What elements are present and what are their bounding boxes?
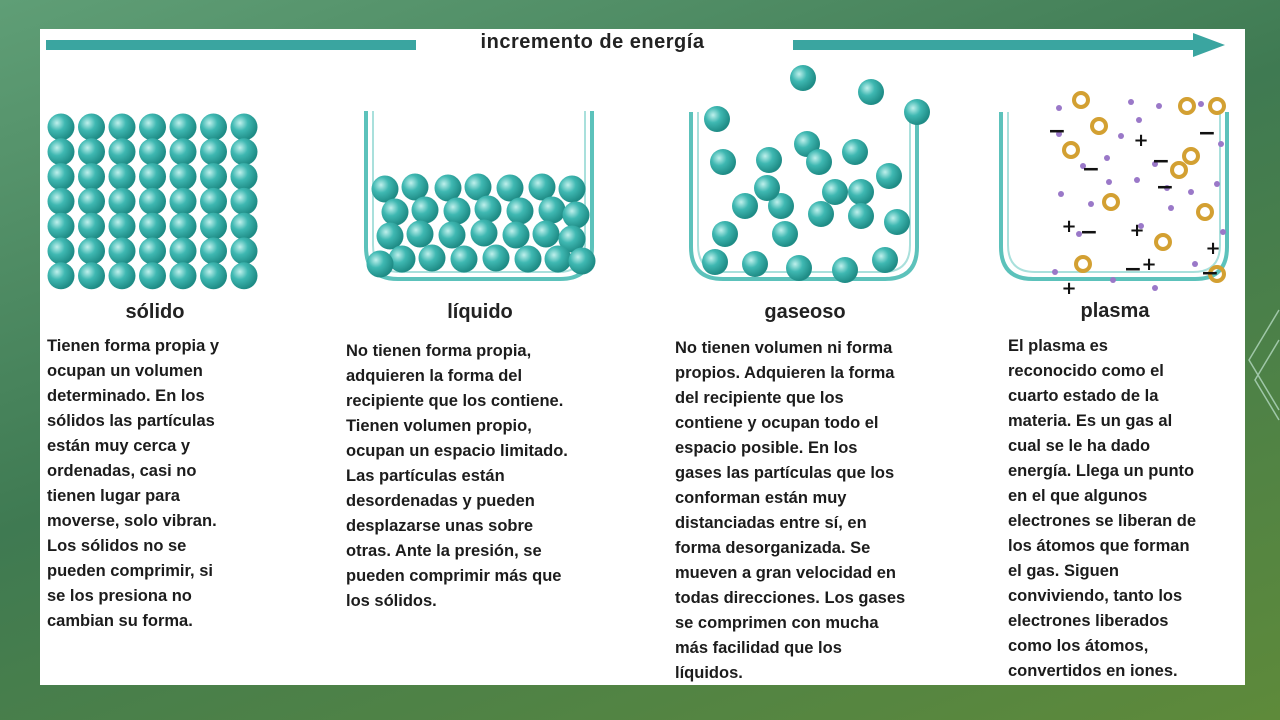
particle <box>139 138 166 165</box>
particle <box>48 188 75 215</box>
particle <box>170 114 197 141</box>
liquid-line: pueden comprimir más que <box>346 567 562 585</box>
particle <box>200 114 227 141</box>
particle <box>372 176 399 203</box>
particle <box>78 138 105 165</box>
particle <box>78 114 105 141</box>
particle <box>109 213 136 240</box>
liquid-line: Las partículas están <box>346 467 505 485</box>
electron <box>1106 179 1112 185</box>
particle <box>200 188 227 215</box>
particle <box>170 188 197 215</box>
particle <box>48 138 75 165</box>
plasma-line: energía. Llega un punto <box>1008 462 1195 480</box>
particle <box>848 203 874 229</box>
particle <box>200 213 227 240</box>
particle <box>569 248 596 275</box>
solid-line: determinado. En los <box>47 387 205 405</box>
solid-line: cambian su forma. <box>47 612 193 630</box>
liquid-title: líquido <box>447 301 513 323</box>
liquid-description <box>346 339 568 614</box>
particle <box>515 246 542 273</box>
plasma-line: materia. Es un gas al <box>1008 412 1173 430</box>
minus-sign: − <box>1197 121 1217 146</box>
solid-description <box>47 334 219 634</box>
gas-line: del recipiente que los <box>675 389 844 407</box>
particle <box>78 163 105 190</box>
energy-arrow-title: incremento de energía <box>480 31 705 53</box>
particle <box>139 188 166 215</box>
plasma-line: como los átomos, <box>1008 637 1149 655</box>
liquid-line: No tienen forma propia, <box>346 342 532 360</box>
particle <box>704 106 730 132</box>
gas-line: gases las partículas que los <box>675 464 895 482</box>
diagram-card <box>40 29 1245 685</box>
electron <box>1052 269 1058 275</box>
ion <box>1092 119 1106 133</box>
electron <box>1136 117 1142 123</box>
particle <box>533 221 560 248</box>
gas-line: conforman están muy <box>675 489 847 507</box>
particle <box>475 196 502 223</box>
plasma-line: reconocido como el <box>1008 362 1164 380</box>
plasma-description <box>1008 334 1196 684</box>
solid-line: están muy cerca y <box>47 437 191 455</box>
particle <box>170 138 197 165</box>
particle <box>109 114 136 141</box>
liquid-line: otras. Ante la presión, se <box>346 542 542 560</box>
electron <box>1104 155 1110 161</box>
gas-line: líquidos. <box>675 664 743 682</box>
ion <box>1198 205 1212 219</box>
particle <box>563 202 590 229</box>
solid-line: sólidos las partículas <box>47 412 215 430</box>
particle <box>139 238 166 265</box>
particle <box>439 222 466 249</box>
particle <box>732 193 758 219</box>
particle <box>170 262 197 289</box>
particle <box>712 221 738 247</box>
particle <box>48 262 75 289</box>
solid-line: pueden comprimir, si <box>47 562 213 580</box>
plasma-line: cuarto estado de la <box>1008 387 1159 405</box>
particle <box>382 199 409 226</box>
particle <box>471 220 498 247</box>
plasma-line: conviviendo, tanto los <box>1008 587 1183 605</box>
particle <box>139 163 166 190</box>
particle <box>231 188 258 215</box>
plus-sign: + <box>1061 278 1077 299</box>
particle <box>808 201 834 227</box>
particle <box>231 138 258 165</box>
plasma-line: electrones se liberan de <box>1008 512 1197 530</box>
particle <box>872 247 898 273</box>
particle <box>419 245 446 272</box>
solid-line: moverse, solo vibran. <box>47 512 217 530</box>
particle <box>231 114 258 141</box>
particle <box>231 238 258 265</box>
particle <box>200 138 227 165</box>
liquid-line: Tienen volumen propio, <box>346 417 532 435</box>
particle <box>483 245 510 272</box>
energy-arrow-left <box>46 40 416 50</box>
particle <box>109 238 136 265</box>
gas-line: propios. Adquieren la forma <box>675 364 895 382</box>
particle <box>529 174 556 201</box>
solid-line: ordenadas, casi no <box>47 462 197 480</box>
gas-line: todas direcciones. Los gases <box>675 589 906 607</box>
minus-sign: − <box>1047 119 1067 144</box>
particle <box>109 188 136 215</box>
particle <box>832 257 858 283</box>
plus-sign: + <box>1129 220 1145 241</box>
ion <box>1210 99 1224 113</box>
electron <box>1214 181 1220 187</box>
electron <box>1218 141 1224 147</box>
particle <box>109 262 136 289</box>
gas-line: mueven a gran velocidad en <box>675 564 896 582</box>
electron <box>1188 189 1194 195</box>
minus-sign: − <box>1151 149 1171 174</box>
particle <box>109 138 136 165</box>
electron <box>1110 277 1116 283</box>
particle <box>367 251 394 278</box>
particle <box>710 149 736 175</box>
electron <box>1056 105 1062 111</box>
particle <box>786 255 812 281</box>
particle <box>790 65 816 91</box>
particle <box>170 163 197 190</box>
particle <box>377 223 404 250</box>
particle <box>48 163 75 190</box>
particle <box>876 163 902 189</box>
electron <box>1088 201 1094 207</box>
particle <box>539 197 566 224</box>
particle <box>231 213 258 240</box>
liquid-line: desplazarse unas sobre <box>346 517 534 535</box>
gas-line: distanciadas entre sí, en <box>675 514 867 532</box>
ion <box>1180 99 1194 113</box>
gas-line: se comprimen con mucha <box>675 614 879 632</box>
gas-line: más facilidad que los <box>675 639 842 657</box>
particle <box>858 79 884 105</box>
particle <box>503 222 530 249</box>
particle <box>884 209 910 235</box>
particle <box>109 163 136 190</box>
solid-particles <box>45 113 265 289</box>
particle <box>451 246 478 273</box>
gas-container <box>685 64 925 289</box>
energy-arrow-head <box>1193 33 1225 57</box>
ion <box>1184 149 1198 163</box>
particle <box>444 198 471 225</box>
particle <box>78 213 105 240</box>
particle <box>497 175 524 202</box>
particle <box>756 147 782 173</box>
plasma-line: el gas. Siguen <box>1008 562 1119 580</box>
particle <box>200 262 227 289</box>
solid-line: se los presiona no <box>47 587 192 605</box>
energy-arrow-right <box>793 40 1195 50</box>
particle <box>231 163 258 190</box>
plasma-title: plasma <box>1080 300 1150 322</box>
electron <box>1220 229 1226 235</box>
plasma-line: El plasma es <box>1008 337 1108 355</box>
particle <box>842 139 868 165</box>
electron <box>1156 103 1162 109</box>
particle <box>402 174 429 201</box>
plasma-line: convertidos en iones. <box>1008 662 1178 680</box>
electron <box>1192 261 1198 267</box>
particle <box>545 246 572 273</box>
electron <box>1128 99 1134 105</box>
ion <box>1064 143 1078 157</box>
solid-title: sólido <box>125 301 185 323</box>
liquid-line: recipiente que los contiene. <box>346 392 564 410</box>
particle <box>139 114 166 141</box>
minus-sign: − <box>1155 175 1175 200</box>
electron <box>1058 191 1064 197</box>
particle <box>435 175 462 202</box>
plasma-line: los átomos que forman <box>1008 537 1190 555</box>
solid-line: tienen lugar para <box>47 487 180 505</box>
particle <box>139 213 166 240</box>
solid-line: Tienen forma propia y <box>47 337 220 355</box>
particle <box>48 114 75 141</box>
particle <box>170 213 197 240</box>
minus-sign: − <box>1079 220 1099 245</box>
particle <box>200 238 227 265</box>
particle <box>806 149 832 175</box>
particle <box>848 179 874 205</box>
gas-description <box>675 336 905 685</box>
liquid-line: los sólidos. <box>346 592 437 610</box>
electron <box>1152 285 1158 291</box>
gas-title: gaseoso <box>764 301 846 323</box>
plus-sign: + <box>1133 130 1149 151</box>
liquid-container <box>360 109 600 289</box>
particle <box>507 198 534 225</box>
ion <box>1076 257 1090 271</box>
particle <box>904 99 930 125</box>
solid-line: ocupan un volumen <box>47 362 203 380</box>
solid-line: Los sólidos no se <box>47 537 187 555</box>
liquid-line: adquieren la forma del <box>346 367 523 385</box>
ion <box>1156 235 1170 249</box>
particle <box>48 238 75 265</box>
minus-sign: − <box>1123 257 1143 282</box>
plasma-container <box>995 84 1235 299</box>
particle <box>78 188 105 215</box>
ion <box>1074 93 1088 107</box>
plus-sign: + <box>1205 238 1221 259</box>
minus-sign: − <box>1081 157 1101 182</box>
ion <box>1104 195 1118 209</box>
particle <box>48 213 75 240</box>
liquid-line: desordenadas y pueden <box>346 492 535 510</box>
particle <box>742 251 768 277</box>
plasma-line: cual se le ha dado <box>1008 437 1151 455</box>
particle <box>412 197 439 224</box>
slide-decoration <box>1245 310 1280 560</box>
electron <box>1198 101 1204 107</box>
plus-sign: + <box>1061 216 1077 237</box>
plasma-line: electrones liberados <box>1008 612 1169 630</box>
electron <box>1118 133 1124 139</box>
gas-line: forma desorganizada. Se <box>675 539 871 557</box>
gas-line: espacio posible. En los <box>675 439 858 457</box>
minus-sign: − <box>1200 261 1220 286</box>
gas-line: No tienen volumen ni forma <box>675 339 893 357</box>
plasma-line: en el que algunos <box>1008 487 1148 505</box>
gas-line: contiene y ocupan todo el <box>675 414 879 432</box>
particle <box>78 238 105 265</box>
particle <box>754 175 780 201</box>
electron <box>1134 177 1140 183</box>
particle <box>822 179 848 205</box>
liquid-line: ocupan un espacio limitado. <box>346 442 568 460</box>
particle <box>702 249 728 275</box>
particle <box>772 221 798 247</box>
plus-sign: + <box>1141 254 1157 275</box>
particle <box>139 262 166 289</box>
particle <box>200 163 227 190</box>
particle <box>170 238 197 265</box>
particle <box>78 262 105 289</box>
particle <box>559 176 586 203</box>
particle <box>407 221 434 248</box>
particle <box>231 262 258 289</box>
electron <box>1168 205 1174 211</box>
